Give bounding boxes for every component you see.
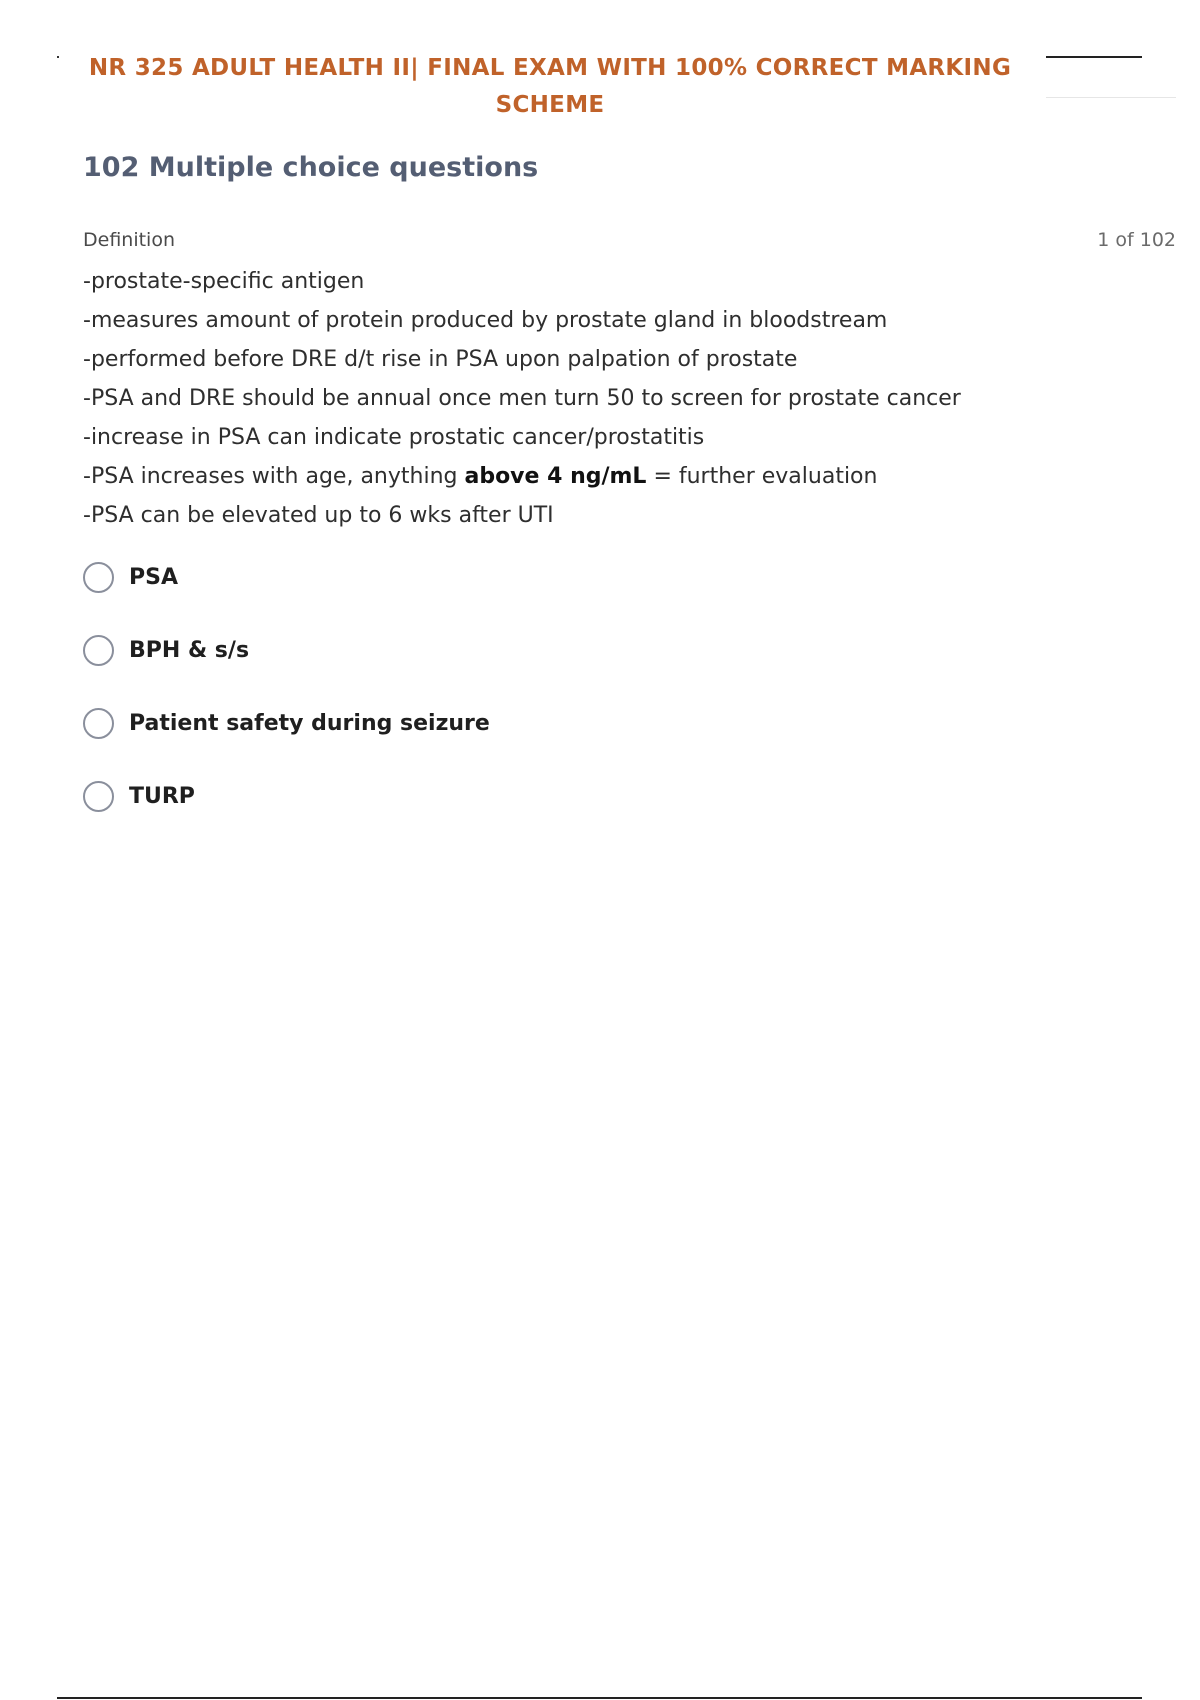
stray-dot (57, 56, 59, 58)
card-label: Definition (83, 229, 176, 251)
header-rule-faint (1046, 97, 1176, 98)
definition-emphasis: above 4 ng/mL (464, 464, 647, 489)
answer-option-label: Patient safety during seizure (129, 711, 490, 736)
radio-button[interactable] (83, 635, 114, 666)
quiz-heading: 102 Multiple choice questions (83, 152, 539, 183)
definition-line: -performed before DRE d/t rise in PSA upon palpation of prostate (83, 347, 798, 372)
definition-line: -measures amount of protein produced by prostate gland in bloodstream (83, 308, 888, 333)
radio-button[interactable] (83, 781, 114, 812)
answer-options (83, 560, 490, 852)
answer-option-label: PSA (129, 565, 178, 590)
answer-option-bph[interactable] (83, 633, 490, 706)
answer-option-turp[interactable] (83, 779, 490, 852)
definition-line: -prostate-specific antigen (83, 269, 365, 294)
definition-line: -PSA and DRE should be annual once men turn 50 to screen for prostate cancer (83, 386, 961, 411)
document-title-line-2: SCHEME (495, 92, 605, 118)
radio-button[interactable] (83, 708, 114, 739)
document-title (70, 50, 1030, 124)
answer-option-label: BPH & s/s (129, 638, 250, 663)
answer-option-label: TURP (129, 784, 195, 809)
header-rule (1046, 56, 1142, 58)
answer-option-seizure-safety[interactable] (83, 706, 490, 779)
footer-rule (57, 1697, 1142, 1699)
definition-line: -PSA can be elevated up to 6 wks after UTI (83, 503, 554, 528)
definition-text (83, 262, 1143, 535)
definition-line (83, 457, 1143, 496)
question-counter: 1 of 102 (1097, 229, 1176, 251)
definition-line-text: -PSA increases with age, anything (83, 464, 465, 489)
definition-line-text: = further evaluation (646, 464, 878, 489)
definition-line: -increase in PSA can indicate prostatic cancer/prostatitis (83, 425, 705, 450)
answer-option-psa[interactable] (83, 560, 490, 633)
radio-button[interactable] (83, 562, 114, 593)
document-title-line-1: NR 325 ADULT HEALTH II| FINAL EXAM WITH 100% CORRECT MARKING (88, 55, 1012, 81)
